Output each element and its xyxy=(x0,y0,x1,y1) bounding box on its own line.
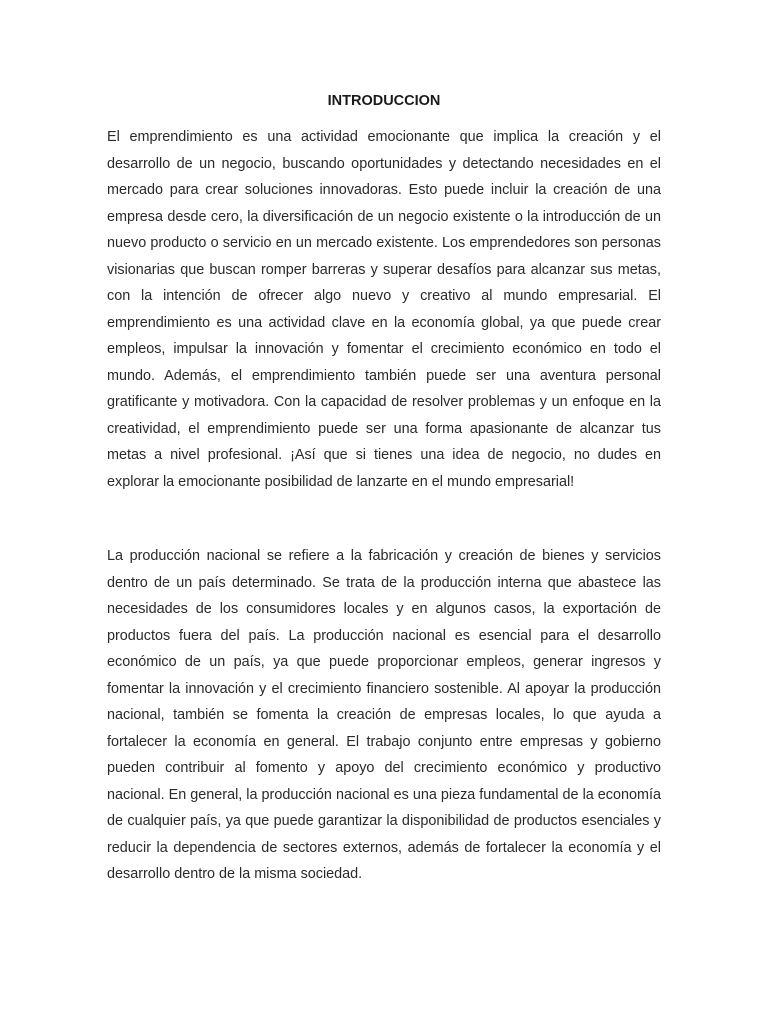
paragraph-emprendimiento: El emprendimiento es una actividad emocionante que implica la creación y el desarrollo de un negocio, buscando oportunidades y detectando necesidades en el mercado para crear soluciones innovadoras. Esto puede incluir la creación de una empresa desde cero, la diversificación de un negocio existente o la introducción de un nuevo producto o servicio en un mercado existente. Los emprendedores son personas visionarias que buscan romper barreras y superar desafíos para alcanzar sus metas, con la intención de ofrecer algo nuevo y creativo al mundo empresarial. El emprendimiento es una actividad clave en la economía global, ya que puede crear empleos, impulsar la innovación y fomentar el crecimiento económico en todo el mundo. Además, el emprendimiento también puede ser una aventura personal gratificante y motivadora. Con la capacidad de resolver problemas y un enfoque en la creatividad, el emprendimiento puede ser una forma apasionante de alcanzar tus metas a nivel profesional. ¡Así que si tienes una idea de negocio, no dudes en explorar la emocionante posibilidad de lanzarte en el mundo empresarial! xyxy=(107,129,661,490)
paragraph-produccion-nacional: La producción nacional se refiere a la fabricación y creación de bienes y servicios dentro de un país determinado. Se trata de la producción interna que abastece las necesidades de los consumidores locales y en algunos casos, la exportación de productos fuera del país. La producción nacional es esencial para el desarrollo económico de un país, ya que puede proporcionar empleos, generar ingresos y fomentar la innovación y el crecimiento financiero sostenible. Al apoyar la producción nacional, también se fomenta la creación de empresas locales, lo que ayuda a fortalecer la economía en general. El trabajo conjunto entre empresas y gobierno pueden contribuir al fomento y apoyo del crecimiento económico y productivo nacional. En general, la producción nacional es una pieza fundamental de la economía de cualquier país, ya que puede garantizar la disponibilidad de productos esenciales y reducir la dependencia de sectores externos, además de fortalecer la economía y el desarrollo dentro de la misma sociedad. xyxy=(107,548,661,882)
document-title: INTRODUCCION xyxy=(327,93,441,109)
